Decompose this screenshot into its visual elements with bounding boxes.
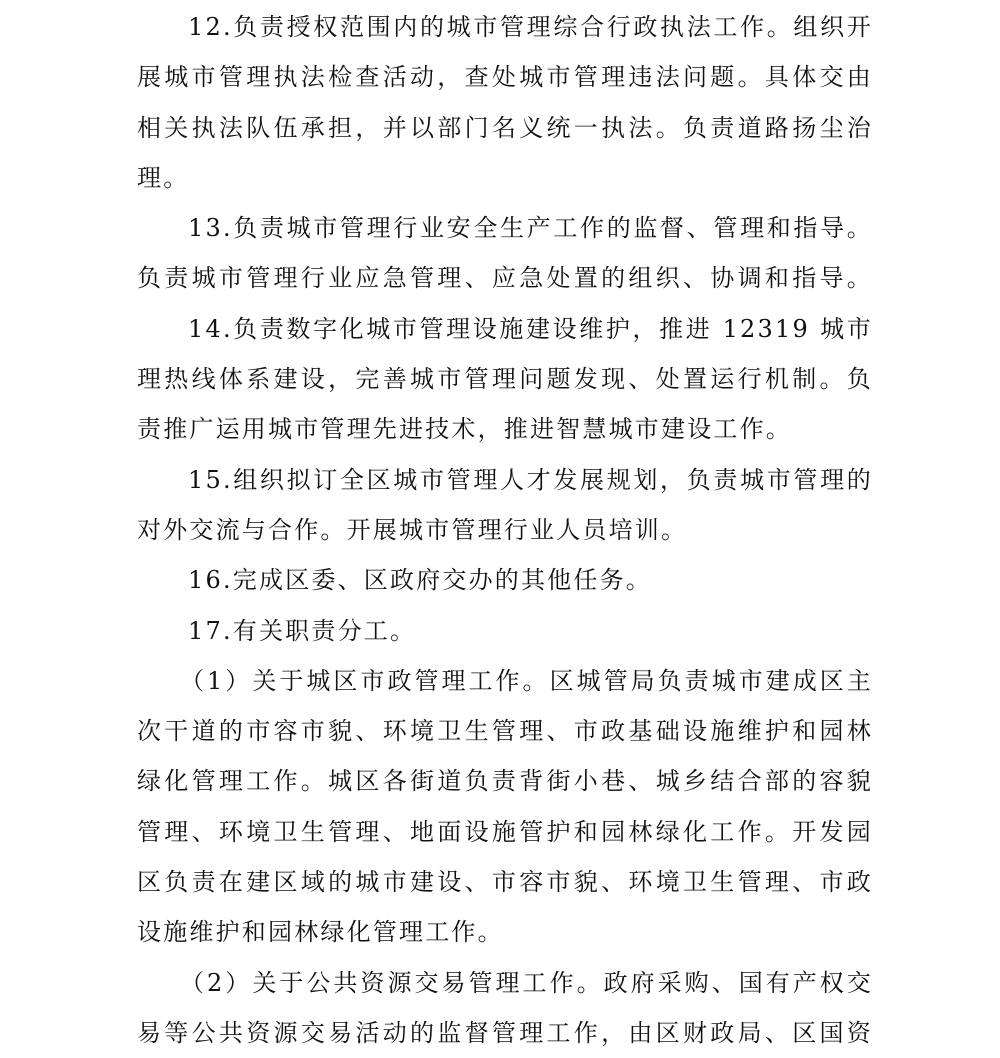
text-line: 负责城市管理行业应急管理、应急处置的组织、协调和指导。 bbox=[137, 264, 873, 293]
paragraph-17 bbox=[137, 606, 873, 656]
text-line: 次干道的市容市貌、环境卫生管理、市政基础设施维护和园林 bbox=[137, 717, 873, 746]
text-line: 展城市管理执法检查活动，查处城市管理违法问题。具体交由 bbox=[137, 63, 873, 92]
paragraph-17-1 bbox=[137, 656, 873, 958]
text-line: 管理、环境卫生管理、地面设施管护和园林绿化工作。开发园 bbox=[137, 817, 873, 846]
paragraph-12 bbox=[137, 2, 873, 203]
text-line: 16.完成区委、区政府交办的其他任务。 bbox=[188, 566, 652, 595]
text-line: 绿化管理工作。城区各街道负责背街小巷、城乡结合部的容貌 bbox=[137, 767, 873, 796]
text-line: 17.有关职责分工。 bbox=[188, 616, 417, 645]
text-line: 区负责在建区域的城市建设、市容市貌、环境卫生管理、市政 bbox=[137, 868, 873, 897]
text-line: 理热线体系建设，完善城市管理问题发现、处置运行机制。负 bbox=[137, 365, 873, 394]
text-line: 理。 bbox=[137, 163, 190, 192]
text-line: 14.负责数字化城市管理设施建设维护，推进 12319 城市 bbox=[188, 314, 873, 343]
text-line: （2）关于公共资源交易管理工作。政府采购、国有产权交 bbox=[180, 968, 873, 997]
text-line: 易等公共资源交易活动的监督管理工作，由区财政局、区国资 bbox=[137, 1018, 873, 1047]
paragraph-16 bbox=[137, 555, 873, 605]
paragraph-13 bbox=[137, 203, 873, 304]
text-line: 对外交流与合作。开展城市管理行业人员培训。 bbox=[137, 515, 688, 544]
paragraph-17-2 bbox=[137, 958, 873, 1058]
text-line: 相关执法队伍承担，并以部门名义统一执法。负责道路扬尘治 bbox=[137, 113, 873, 142]
text-line: 12.负责授权范围内的城市管理综合行政执法工作。组织开 bbox=[188, 13, 873, 41]
text-line: 责推广运用城市管理先进技术，推进智慧城市建设工作。 bbox=[137, 415, 792, 444]
text-line: （1）关于城区市政管理工作。区城管局负责城市建成区主 bbox=[180, 666, 873, 695]
text-line: 设施维护和园林绿化管理工作。 bbox=[137, 918, 504, 947]
text-line: 13.负责城市管理行业安全生产工作的监督、管理和指导。 bbox=[188, 214, 873, 243]
document-body bbox=[137, 2, 873, 1058]
text-line: 15.组织拟订全区城市管理人才发展规划，负责城市管理的 bbox=[188, 465, 873, 494]
paragraph-15 bbox=[137, 455, 873, 556]
paragraph-14 bbox=[137, 304, 873, 455]
